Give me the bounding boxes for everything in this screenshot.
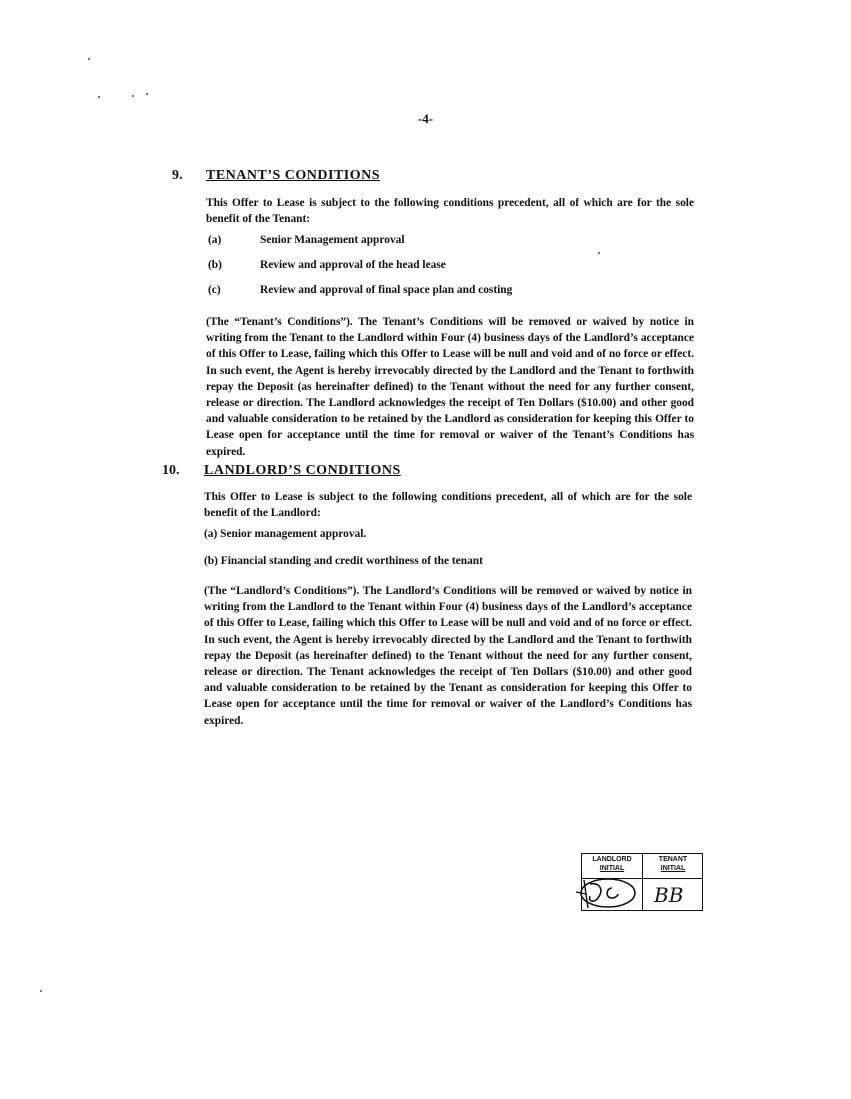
tenant-initials-text: BB xyxy=(654,883,684,907)
section-9-title: TENANT’S CONDITIONS xyxy=(206,168,381,183)
item-text: Review and approval of final space plan and costing xyxy=(260,284,513,296)
section-9-item-c xyxy=(208,284,512,296)
item-label: (a) xyxy=(204,528,218,540)
section-9-item-b xyxy=(208,259,446,271)
landlord-initials-signature xyxy=(574,874,644,914)
item-label: (a) xyxy=(208,234,222,246)
section-10-item-b xyxy=(204,555,483,567)
scan-speck xyxy=(132,95,134,97)
landlord-header-line1: LANDLORD xyxy=(592,856,632,863)
scan-speck xyxy=(40,990,42,992)
item-label: (b) xyxy=(208,259,222,271)
scan-speck xyxy=(146,93,148,95)
section-9-item-a xyxy=(208,234,405,246)
section-9-body: (The “Tenant’s Conditions”). The Tenant’s Conditions will be removed or waived by notice in writing from the Tenant to the Landlord within Four (4) business days of the Landlord’s acceptance of this Offer to Lease, failing which this Offer to Lease will be null and void and of no force or effect. In such event, the Agent is hereby irrevocably directed by the Landlord and the Tenant to forthwith repay the Deposit (as hereinafter defined) to the Tenant without the need for any further consent, release or direction. The Landlord acknowledges the receipt of Ten Dollars ($10.00) and other good and valuable consideration to be retained by the Landlord as consideration for keeping this Offer to Lease open for acceptance until the time for removal or waiver of the Tenant’s Conditions has expired. xyxy=(206,316,694,458)
tenant-initial-header xyxy=(643,856,703,873)
landlord-header-line2: INITIAL xyxy=(599,864,625,872)
item-text: Senior Management approval xyxy=(260,234,405,246)
item-label: (c) xyxy=(208,284,221,296)
item-text: Senior management approval. xyxy=(220,528,367,540)
tenant-header-line1: TENANT xyxy=(658,856,688,863)
item-label: (b) xyxy=(204,555,218,567)
scan-speck xyxy=(88,58,90,60)
section-9-intro: This Offer to Lease is subject to the following conditions precedent, all of which are for the sole benefit of the Tenant: xyxy=(206,197,694,226)
section-10-number: 10. xyxy=(162,463,180,478)
section-10-item-a xyxy=(204,528,366,540)
section-10-intro: This Offer to Lease is subject to the following conditions precedent, all of which are for the sole benefit of the Landlord: xyxy=(204,491,692,520)
scan-speck xyxy=(598,252,600,254)
item-text: Review and approval of the head lease xyxy=(260,259,446,271)
page-number: -4- xyxy=(417,111,434,126)
initials-box xyxy=(581,853,703,911)
tenant-initials-signature xyxy=(650,880,698,908)
tenant-header-line2: INITIAL xyxy=(660,864,686,872)
section-9-number: 9. xyxy=(172,168,183,183)
section-10-title: LANDLORD’S CONDITIONS xyxy=(204,463,401,478)
section-10-body: (The “Landlord’s Conditions”). The Landlord’s Conditions will be removed or waived by notice in writing from the Landlord to the Tenant within Four (4) business days of the Landlord’s acceptance of this Offer to Lease, failing which this Offer to Lease will be null and void and of no force or effect. In such event, the Agent is hereby irrevocably directed by the Landlord and the Tenant to forthwith repay the Deposit (as hereinafter defined) to the Tenant without the need for any further consent, release or direction. The Tenant acknowledges the receipt of Ten Dollars ($10.00) and other good and valuable consideration to be retained by the Tenant as consideration for keeping this Offer to Lease open for acceptance until the time for removal or waiver of the Landlord’s Conditions has expired. xyxy=(204,585,692,727)
landlord-initial-header xyxy=(582,856,642,873)
scan-speck xyxy=(98,96,100,98)
item-text: Financial standing and credit worthiness of the tenant xyxy=(220,555,483,567)
